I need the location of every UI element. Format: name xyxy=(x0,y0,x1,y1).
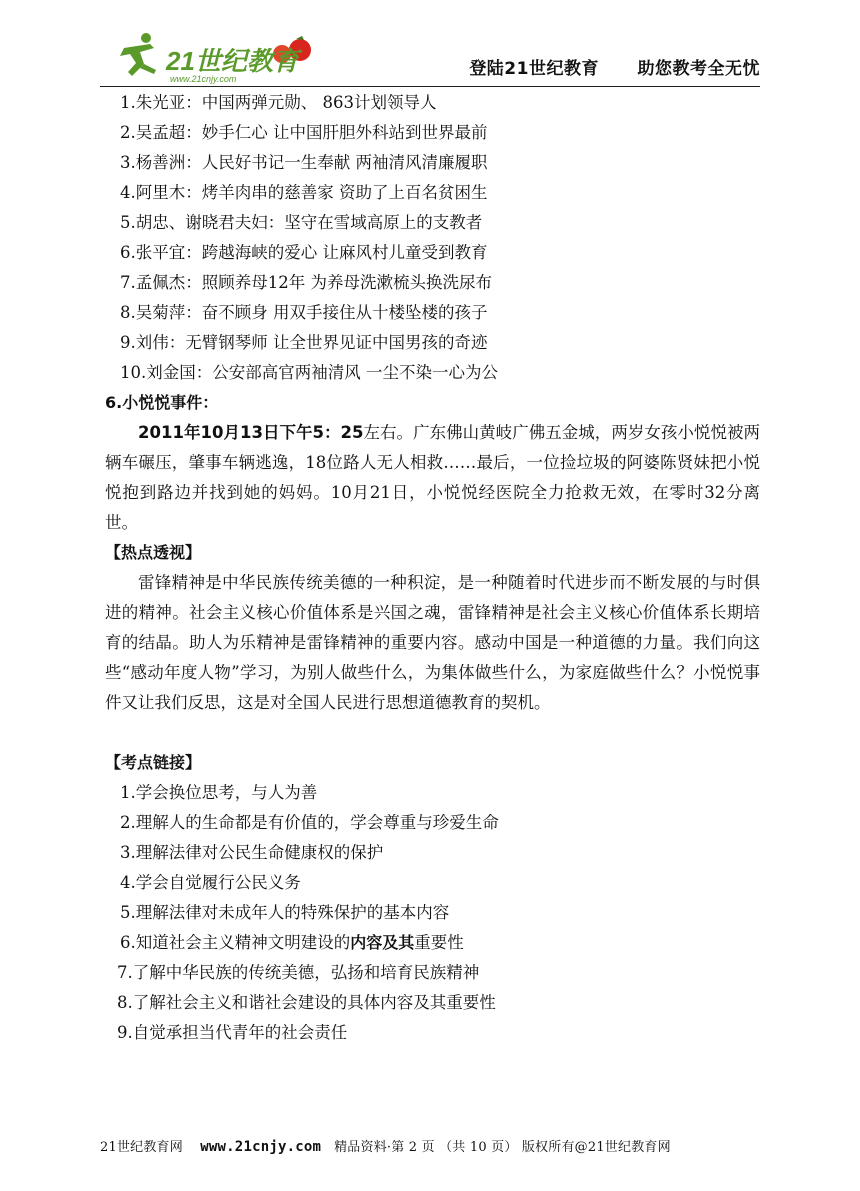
slogan-left: 登陆21世纪教育 xyxy=(469,59,599,79)
list-item: 1.学会换位思考，与人为善 xyxy=(120,783,318,802)
list-item: 4.学会自觉履行公民义务 xyxy=(120,873,301,892)
runner-icon xyxy=(120,33,156,76)
hotspot-paragraph: 雷锋精神是中华民族传统美德的一种积淀，是一种随着时代进步而不断发展的与时俱进的精神。社会主义核心价值体系是兴国之魂，雷锋精神是社会主义核心价值体系长期培育的结晶。助人为乐精神是雷锋精神的重要内容。感动中国是一种道德的力量。我们向这些“感动年度人物”学习，为别人做些什么，为集体做些什么，为家庭做些什么？小悦悦事件又让我们反思，这是对全国人民进行思想道德教育的契机。 xyxy=(105,573,760,712)
list-item: 7.孟佩杰：照顾养母12年 为养母洗漱梳头换洗尿布 xyxy=(120,273,492,292)
list-item: 3.杨善洲：人民好书记一生奉献 两袖清风清廉履职 xyxy=(120,153,488,172)
list-item: 7.了解中华民族的传统美德，弘扬和培育民族精神 xyxy=(117,963,480,982)
list-item: 4.阿里木：烤羊肉串的慈善家 资助了上百名贫困生 xyxy=(120,183,488,202)
list-item: 6.知道社会主义精神文明建设的内容及其重要性 xyxy=(120,933,464,952)
logo-url: www.21cnjy.com xyxy=(170,74,237,84)
footer-right: 精品资料·第 2 页 （共 10 页） 版权所有@21世纪教育网 xyxy=(334,1140,671,1155)
links-list xyxy=(105,778,760,1048)
header-slogan xyxy=(469,54,760,79)
list-item: 9.刘伟：无臂钢琴师 让全世界见证中国男孩的奇迹 xyxy=(120,333,488,352)
page-body xyxy=(105,88,760,1048)
slogan-right: 助您教考全无忧 xyxy=(637,59,760,79)
list-item: 9.自觉承担当代青年的社会责任 xyxy=(117,1023,348,1042)
list-item: 3.理解法律对公民生命健康权的保护 xyxy=(120,843,384,862)
list-item: 5.理解法律对未成年人的特殊保护的基本内容 xyxy=(120,903,450,922)
list-item: 1.朱光亚：中国两弹元勋、 863计划领导人 xyxy=(120,93,437,112)
event-text: 左右。广东佛山黄岐广佛五金城，两岁女孩小悦悦被两辆车碾压，肇事车辆逃逸，18位路人无人相救……最后，一位捡垃圾的阿婆陈贤妹把小悦悦抱到路边并找到她的妈妈。10月21日，小悦悦经医院全力抢救无效，在零时32分离世。 xyxy=(105,423,760,532)
logo-text: 21世纪教育 xyxy=(166,46,299,76)
list-item: 2.理解人的生命都是有价值的，学会尊重与珍爱生命 xyxy=(120,813,499,832)
header-divider xyxy=(100,86,760,87)
links-heading: 【考点链接】 xyxy=(105,753,202,772)
list-item: 8.吴菊萍：奋不顾身 用双手接住从十楼坠楼的孩子 xyxy=(120,303,488,322)
models-list xyxy=(105,88,760,388)
page-header xyxy=(100,24,760,88)
event-heading: 6.小悦悦事件： xyxy=(105,393,219,412)
event-paragraph xyxy=(105,418,760,538)
list-item: 8.了解社会主义和谐社会建设的具体内容及其重要性 xyxy=(117,993,496,1012)
event-time: 2011年10月13日下午5：25 xyxy=(138,423,364,442)
hotspot-heading: 【热点透视】 xyxy=(105,543,202,562)
footer-left: 21世纪教育网 xyxy=(100,1140,183,1155)
emphasis: 内容及其 xyxy=(350,933,415,952)
list-item: 2.吴孟超：妙手仁心 让中国肝胆外科站到世界最前 xyxy=(120,123,488,142)
site-logo xyxy=(110,30,320,84)
list-item: 5.胡忠、谢晓君夫妇：坚守在雪域高原上的支教者 xyxy=(120,213,483,232)
footer-site[interactable]: www.21cnjy.com xyxy=(200,1139,322,1155)
blank-line xyxy=(105,718,760,748)
list-item: 10.刘金国：公安部高官两袖清风 一尘不染一心为公 xyxy=(120,363,498,382)
list-item: 6.张平宜：跨越海峡的爱心 让麻风村儿童受到教育 xyxy=(120,243,488,262)
page-footer xyxy=(100,1136,760,1155)
